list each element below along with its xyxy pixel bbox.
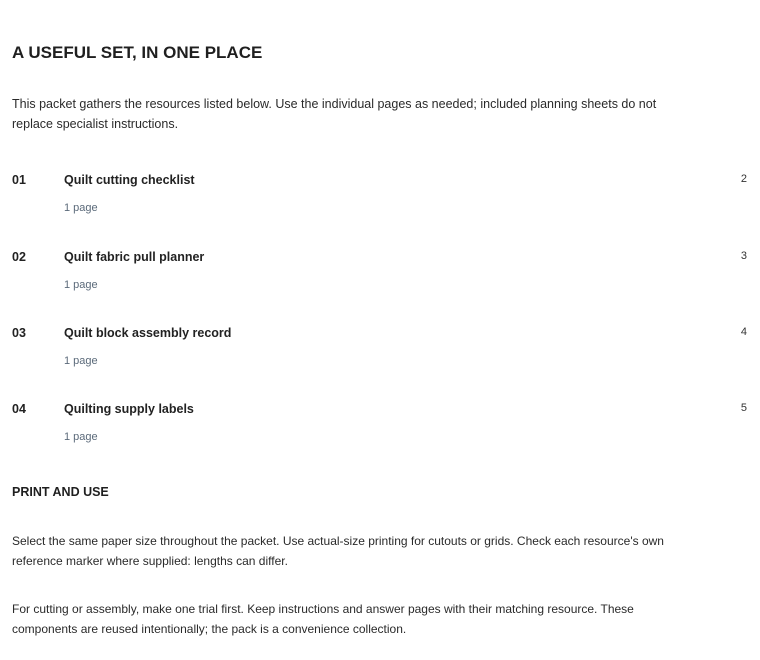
item-title: Quilting supply labels: [64, 402, 194, 416]
contents-item[interactable]: [12, 402, 748, 452]
contents-item[interactable]: [12, 250, 748, 300]
contents-item[interactable]: [12, 173, 748, 223]
intro-paragraph: This packet gathers the resources listed below. Use the individual pages as needed; included planning sheets do not replace specialist instructions.: [12, 97, 657, 131]
item-page-count: 1 page: [64, 202, 98, 214]
item-title: Quilt block assembly record: [64, 326, 232, 340]
item-page-number: 3: [740, 250, 747, 262]
item-page-count: 1 page: [64, 431, 98, 443]
item-number: 01: [12, 173, 26, 187]
item-page-number: 5: [740, 402, 747, 414]
item-number: 03: [12, 326, 26, 340]
print-paragraph: Select the same paper size throughout the packet. Use actual-size printing for cutouts or grids. Check each resource's own reference marker where supplied: lengths can differ.: [12, 534, 664, 568]
item-title: Quilt fabric pull planner: [64, 250, 205, 264]
print-paragraph: For cutting or assembly, make one trial first. Keep instructions and answer pages with their matching resource. These components are reused intentionally; the pack is a convenience collection.: [12, 602, 634, 636]
item-page-number: 2: [740, 173, 747, 185]
print-section-heading: PRINT AND USE: [12, 485, 109, 499]
item-number: 02: [12, 250, 26, 264]
item-title: Quilt cutting checklist: [64, 173, 195, 187]
item-page-count: 1 page: [64, 355, 98, 367]
item-page-number: 4: [740, 326, 747, 338]
item-number: 04: [12, 402, 26, 416]
contents-item[interactable]: [12, 326, 748, 376]
item-page-count: 1 page: [64, 279, 98, 291]
document-title: A USEFUL SET, IN ONE PLACE: [12, 43, 263, 62]
